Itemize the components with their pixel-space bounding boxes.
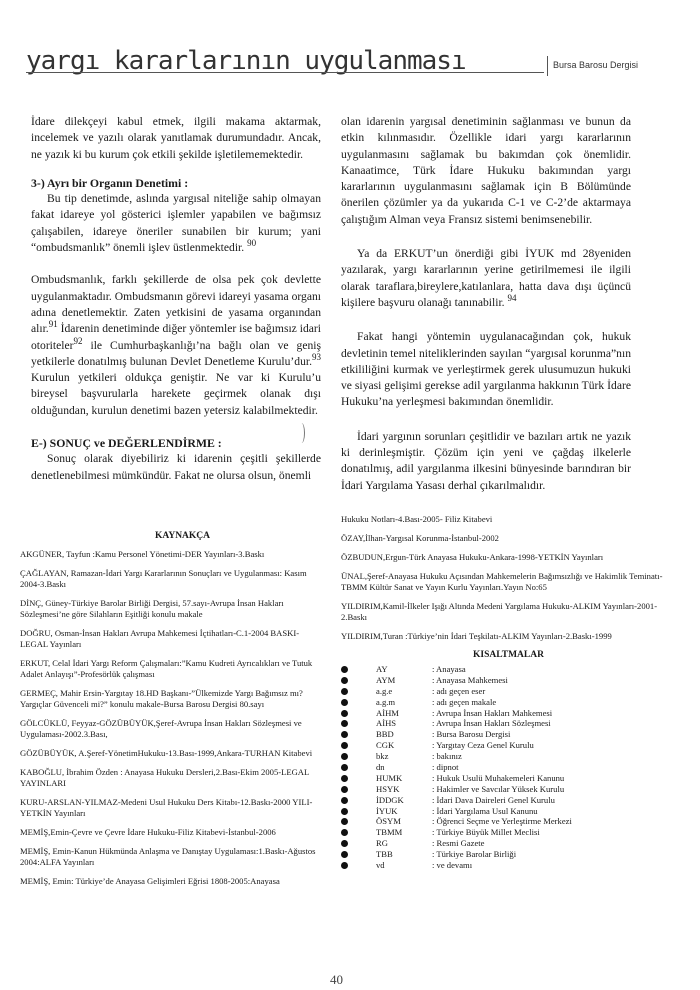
abbreviation-row xyxy=(341,697,676,708)
paragraph: İdare dilekçeyi kabul etmek, ilgili makama aktarmak, incelemek ve yazılı olarak yanıtlamak durumundadır. Ancak, ne yazık ki bu kurum çok etkili şekilde işletilememektedir. xyxy=(31,115,321,161)
abbreviation-code: İDDGK xyxy=(376,794,404,805)
references-left xyxy=(20,531,325,895)
paragraph xyxy=(341,246,631,311)
abbreviation-row xyxy=(341,664,676,675)
bullet-icon xyxy=(341,677,348,684)
footnote-ref: 92 xyxy=(73,335,83,346)
header-title: yargı kararlarının uygulanması xyxy=(26,46,466,76)
reference-item: KURU-ARSLAN-YILMAZ-Medeni Usul Hukuku Ders Kitabı-12.Baskı-2000 YILI-YETKİN Yayınları xyxy=(20,797,313,818)
margin-mark xyxy=(298,423,305,443)
abbreviation-definition: : Bursa Barosu Dergisi xyxy=(432,729,511,740)
section-heading: E-) SONUÇ ve DEĞERLENDİRME : xyxy=(31,436,222,451)
abbreviation-row xyxy=(341,729,676,740)
abbreviation-code: TBMM xyxy=(376,827,403,838)
abbreviation-code: a.g.e xyxy=(376,685,393,696)
abbreviation-code: vd xyxy=(376,859,385,870)
reference-item: ÖZBUDUN,Ergun-Türk Anayasa Hukuku-Ankara-1998-YETKİN Yayınları xyxy=(341,552,604,562)
reference-item: DOĞRU, Osman-İnsan Hakları Avrupa Mahkemesi İçtihatları-C.1-2004 BASKI-LEGAL Yayınları xyxy=(20,628,300,649)
footnote-ref: 93 xyxy=(312,352,321,362)
footnote-ref: 94 xyxy=(507,293,517,304)
abbreviation-row xyxy=(341,784,676,795)
right-column xyxy=(341,114,631,506)
abbreviation-definition: : Öğrenci Seçme ve Yerleştirme Merkezi xyxy=(432,816,572,827)
references-heading: KAYNAKÇA xyxy=(154,531,211,541)
footnote-ref: 91 xyxy=(48,319,58,330)
paragraph-text: Kurulun yetkileri oldukça geniştir. Ne var ki Kurulu’u bireysel başvurularla harekete geçirmek olanak dışı olduğundan, kurulun denetimi bazen yetersiz kalabilmektedir. xyxy=(31,371,321,417)
reference-item: YILDIRIM,Kamil-İlkeler Işığı Altında Medeni Yargılama Hukuku-ALKIM Yayınları-2001-2.Baskı xyxy=(341,601,658,622)
abbreviation-code: a.g.m xyxy=(376,696,396,707)
bullet-icon xyxy=(341,818,348,825)
abbreviation-code: AY xyxy=(376,663,388,674)
paragraph: İdari yargının sorunları çeşitlidir ve bazıları artık ne yazık ki derinleşmiştir. Çözüm için yeni ve çağdaş ilkelerle donatılmış, adil yargılanma ilkesini bünyesinde barındıran bir İdari Yargılama Yasası derhal çıkarılmalıdır. xyxy=(341,429,631,492)
abbreviation-row xyxy=(341,718,676,729)
references-right xyxy=(341,514,676,871)
abbreviation-code: RG xyxy=(376,838,388,849)
abbreviation-definition: : Anayasa xyxy=(432,663,466,674)
bullet-icon xyxy=(341,775,348,782)
abbreviation-row xyxy=(341,708,676,719)
abbreviation-definition: : bakınız xyxy=(432,751,462,762)
header-divider xyxy=(547,56,548,76)
reference-item: ÇAĞLAYAN, Ramazan-İdari Yargı Kararlarının Sonuçları ve Uygulanması: Kasım 2004-3.Baskı xyxy=(20,568,307,589)
reference-item: ÜNAL,Şeref-Anayasa Hukuku Açısından Mahkemelerin Bağımsızlığı ve Hakimlik Teminatı-TBMM Kültür Sanat ve Yayın Kurlu Yayınları.Yayın No:65 xyxy=(341,571,663,592)
left-column xyxy=(31,114,321,496)
reference-item: DİNÇ, Güney-Türkiye Barolar Birliği Dergisi, 57.sayı-Avrupa İnsan Hakları Sözleşmesi’ne göre Silahların Eşitliği konulu makale xyxy=(20,598,284,619)
paragraph xyxy=(31,272,321,419)
abbreviation-code: İYUK xyxy=(376,805,398,816)
bullet-icon xyxy=(341,797,348,804)
bullet-icon xyxy=(341,808,348,815)
paragraph: olan idarenin yargısal denetiminin sağlanması ve bunun da etkin kılınmasıdır. Özellikle idari yargı kararlarının uygulanmasını sağlamak bu bakımdan çok önemlidir. Kanaatimce, Türk İdare Hukuku bakımından yargı kararlarının uygulanmasını sağlamak için B Bölümünde önerilen çözümler ya da yukarıda C-1 ve C-2’de aktarmaya çalıştığım Alman veya Fransız sistemi benimsenebilir. xyxy=(341,115,631,226)
page-number: 40 xyxy=(330,972,343,987)
reference-item: GERMEÇ, Mahir Ersin-Yargıtay 18.HD Başkanı-”Ülkemizde Yargı Bağımsız mı?Yargıçlar Güvenceli mi?” konulu makale-Bursa Barosu Dergisi 80.sayı xyxy=(20,688,303,709)
abbreviation-definition: : İdari Yargılama Usul Kanunu xyxy=(432,805,538,816)
running-header xyxy=(12,42,692,82)
bullet-icon xyxy=(341,688,348,695)
reference-item: YILDIRIM,Turan :Türkiye’nin İdari Teşkilatı-ALKIM Yayınları-2.Baskı-1999 xyxy=(341,631,612,641)
abbreviation-definition: : Resmi Gazete xyxy=(432,838,485,849)
bullet-icon xyxy=(341,786,348,793)
abbreviations-heading: KISALTMALAR xyxy=(473,650,544,660)
bullet-icon xyxy=(341,829,348,836)
abbreviation-definition: : Hakimler ve Savcılar Yüksek Kurulu xyxy=(432,783,565,794)
paragraph-text: ile Cumhurbaşkanlığı’na bağlı olan ve geniş yetkilerle donatılmış bulunan Devlet Denetleme Kurulu’dur. xyxy=(31,338,321,368)
reference-item: Hukuku Notları-4.Bası-2005- Filiz Kitabevi xyxy=(341,514,493,524)
abbreviation-code: bkz xyxy=(376,751,389,762)
abbreviation-definition: : dipnot xyxy=(432,761,459,772)
abbreviation-row xyxy=(341,773,676,784)
abbreviation-row xyxy=(341,849,676,860)
paragraph: Fakat hangi yöntemin uygulanacağından çok, hukuk devletinin temel niteliklerinden sayılan “yargısal korunma”nın etkililiğini kurmak ve yerleştirmek gerek ulusumuzun hukuki ve siyasi gelişimi gerekse adil yargılanma hakkının Türk İdare Hukuku’na yerleşmesi bakımından önemlidir. xyxy=(341,330,631,409)
header-rule xyxy=(26,72,544,73)
abbreviation-definition: : Anayasa Mahkemesi xyxy=(432,674,508,685)
abbreviation-row xyxy=(341,806,676,817)
abbreviation-row xyxy=(341,762,676,773)
abbreviation-definition: : İdari Dava Daireleri Genel Kurulu xyxy=(432,794,555,805)
abbreviation-code: ÖSYM xyxy=(376,816,401,827)
bullet-icon xyxy=(341,862,348,869)
reference-item: GÖZÜBÜYÜK, A.Şeref-YönetimHukuku-13.Bası-1999,Ankara-TURHAN Kitabevi xyxy=(20,748,313,758)
abbreviation-row xyxy=(341,795,676,806)
abbreviation-code: TBB xyxy=(376,849,393,860)
reference-item: KABOĞLU, İbrahim Özden : Anayasa Hukuku Dersleri,2.Bası-Ekim 2005-LEGAL YAYINLARI xyxy=(20,767,309,788)
abbreviation-definition: : Yargıtay Ceza Genel Kurulu xyxy=(432,740,534,751)
abbreviation-row xyxy=(341,838,676,849)
reference-item: AKGÜNER, Tayfun :Kamu Personel Yönetimi-DER Yayınları-3.Baskı xyxy=(20,549,265,559)
abbreviation-definition: : Avrupa İnsan Hakları Mahkemesi xyxy=(432,707,553,718)
abbreviation-code: HUMK xyxy=(376,772,403,783)
abbreviation-definition: : Türkiye Büyük Millet Meclisi xyxy=(432,827,540,838)
reference-item: GÖLCÜKLÜ, Feyyaz-GÖZÜBÜYÜK,Şeref-Avrupa İnsan Hakları Sözleşmesi ve Uygulaması-2002.3.Bası, xyxy=(20,718,302,739)
abbreviation-row xyxy=(341,751,676,762)
abbreviation-code: dn xyxy=(376,761,385,772)
abbreviation-definition: : Avrupa İnsan Hakları Sözleşmesi xyxy=(432,718,551,729)
abbreviation-code: AİHM xyxy=(376,707,399,718)
paragraph-text: Ya da ERKUT’un önerdiği gibi İYUK md 28yeniden yazılarak, yargı kararlarının yerine getirilmemesi ile ilgili olarak taraflara,bireylere,katılanlara, hatta dava dışı üçüncü kişilere başvuru olanağı tanınabilir. xyxy=(341,247,631,309)
bullet-icon xyxy=(341,764,348,771)
abbreviation-definition: : ve devamı xyxy=(432,859,473,870)
journal-name: Bursa Barosu Dergisi xyxy=(553,60,639,70)
reference-item: ÖZAY,İlhan-Yargısal Korunma-İstanbul-2002 xyxy=(341,533,499,543)
abbreviation-definition: : adı geçen makale xyxy=(432,696,497,707)
bullet-icon xyxy=(341,851,348,858)
bullet-icon xyxy=(341,742,348,749)
abbreviation-definition: : Hukuk Usulü Muhakemeleri Kanunu xyxy=(432,772,565,783)
bullet-icon xyxy=(341,666,348,673)
abbreviation-row xyxy=(341,686,676,697)
abbreviation-code: BBD xyxy=(376,729,394,740)
abbreviation-definition: : adı geçen eser xyxy=(432,685,486,696)
abbreviation-row xyxy=(341,860,676,871)
reference-item: ERKUT, Celal İdari Yargı Reform Çalışmaları:”Kamu Kudreti Ayrıcalıkları ve Tutuk Adalet Anlayışı”-Profesörlük çalışması xyxy=(20,658,313,679)
abbreviation-code: AYM xyxy=(376,674,396,685)
section-heading: 3-) Ayrı bir Organın Denetimi : xyxy=(31,175,189,190)
paragraph-text: Ombudsmanlık, farklı şekillerde de olsa pek çok devlette uygulanmaktadır. Ombudsmanın görevi idareyi yasama organı adına denetlemektir. Zaten yetkisini de yasama organından alır. xyxy=(31,273,321,336)
bullet-icon xyxy=(341,699,348,706)
abbreviation-code: HSYK xyxy=(376,783,400,794)
abbreviation-code: CGK xyxy=(376,740,395,751)
bullet-icon xyxy=(341,720,348,727)
bullet-icon xyxy=(341,731,348,738)
abbreviation-code: AİHS xyxy=(376,718,397,729)
abbreviation-row xyxy=(341,675,676,686)
reference-item: MEMİŞ, Emin: Türkiye’de Anayasa Gelişimleri Eğrisi 1808-2005:Anayasa xyxy=(20,876,280,886)
reference-item: MEMİŞ, Emin-Kanun Hükmünda Anlaşma ve Danıştay Uygulaması:1.Baskı-Ağustos 2004:ALFA Yayınları xyxy=(20,846,316,867)
bullet-icon xyxy=(341,840,348,847)
footnote-ref: 90 xyxy=(247,238,257,249)
abbreviation-row xyxy=(341,816,676,827)
paragraph-text: İdarenin denetiminde diğer yöntemler ise bağımsız idari otoriteler xyxy=(31,322,321,352)
paragraph xyxy=(31,191,321,256)
bullet-icon xyxy=(341,753,348,760)
abbreviation-definition: : Türkiye Barolar Birliği xyxy=(432,849,517,860)
abbreviation-row xyxy=(341,827,676,838)
abbreviations-list xyxy=(341,664,676,871)
reference-item: MEMİŞ,Emin-Çevre ve Çevre İdare Hukuku-Filiz Kitabevi-İstanbul-2006 xyxy=(20,827,276,837)
bullet-icon xyxy=(341,710,348,717)
paragraph-text: Bu tip denetimde, aslında yargısal niteliğe sahip olmayan fakat idareye yol gösterici işlemler yapabilen ve bağımsız çalışabilen, idareye öneriler sunabilen bir kurum; yani “ombudsmanlık” önemli işlev üstlenmektedir. xyxy=(31,192,321,255)
paragraph: Sonuç olarak diyebiliriz ki idarenin çeşitli şekillerde denetlenebilmesi mümkündür. Fakat ne olursa olsun, önemli xyxy=(31,452,321,482)
abbreviation-row xyxy=(341,740,676,751)
